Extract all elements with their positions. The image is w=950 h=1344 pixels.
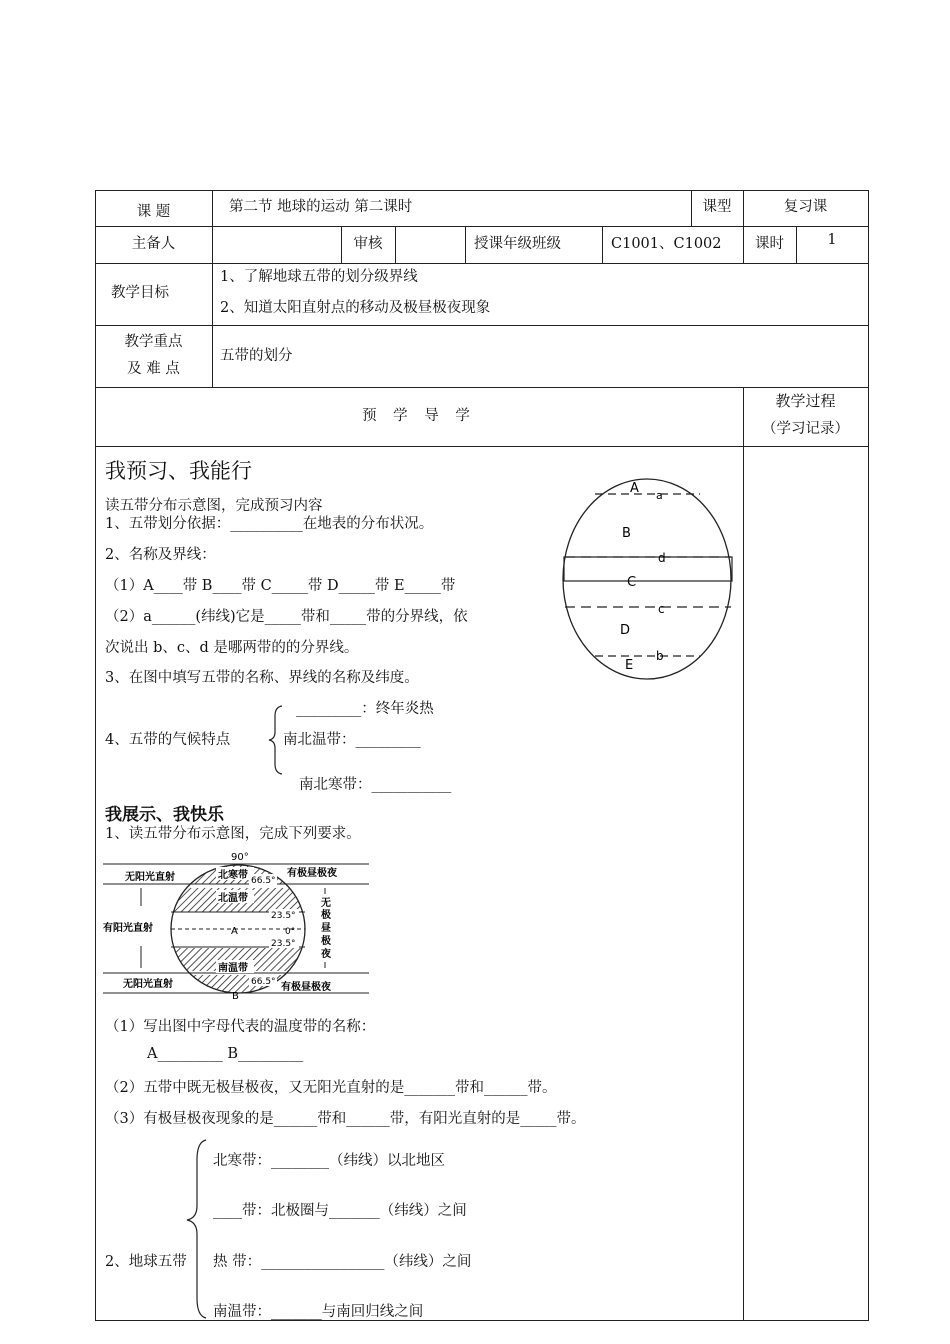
preview-q4-c: 南北寒带：___________ — [299, 777, 452, 793]
preview-q4-b: 南北温带：_________ — [283, 732, 421, 748]
direct-sun-mid: 有阳光直射 — [103, 923, 153, 934]
south-temperate-zone-label: 南温带 — [218, 963, 248, 974]
polar-day-night-top: 有极昼极夜 — [287, 868, 337, 879]
table-border — [212, 190, 213, 387]
type-label: 课型 — [702, 199, 732, 215]
table-border — [465, 226, 466, 264]
equator-letter: A — [231, 926, 238, 937]
line-label-b: b — [656, 649, 664, 663]
preview-q4-a: _________：终年炎热 — [296, 701, 434, 717]
table-border — [95, 1320, 869, 1321]
zone-label-B: B — [622, 526, 631, 541]
show-sub1-answers: A_________ B_________ — [147, 1046, 304, 1062]
show-q2-label: 2、地球五带 — [105, 1254, 187, 1270]
line-label-c: c — [658, 602, 665, 616]
show-sub1: （1）写出图中字母代表的温度带的名称： — [105, 1019, 376, 1035]
preview-q2-3: 次说出 b、c、d 是哪两带的的分界线。 — [105, 640, 359, 656]
brace-icon — [184, 1138, 210, 1320]
preview-q2-2: （2）a______(纬线)它是_____带和_____带的分界线，依 — [105, 609, 468, 625]
no-polar-4: 极 — [321, 936, 331, 947]
lat-66n: 66.5° — [251, 876, 276, 886]
hours-label: 课时 — [755, 236, 784, 252]
show-sub2: （2）五带中既无极昼极夜，又无阳光直射的是_______带和______带。 — [105, 1080, 557, 1096]
key-label-2: 及 难 点 — [127, 361, 180, 377]
topic-label: 课 题 — [136, 204, 171, 220]
no-direct-sun-bottom: 无阳光直射 — [123, 979, 173, 990]
five-zones-globe-diagram — [560, 474, 738, 684]
key-value: 五带的划分 — [220, 348, 293, 364]
zone-label-A: A — [630, 481, 639, 496]
no-direct-sun-top: 无阳光直射 — [125, 872, 175, 883]
preview-q1: 1、五带划分依据：__________在地表的分布状况。 — [105, 516, 434, 532]
table-border — [743, 387, 744, 1321]
no-polar-3: 昼 — [321, 923, 331, 934]
no-polar-5: 夜 — [321, 949, 331, 960]
process-sublabel: （学习记录） — [762, 421, 849, 437]
table-border — [602, 226, 603, 264]
lat-23s: 23.5° — [271, 939, 296, 949]
key-label-1: 教学重点 — [124, 334, 183, 350]
table-border — [395, 226, 396, 264]
goal-label: 教学目标 — [111, 285, 169, 301]
no-polar-2: 极 — [321, 910, 331, 921]
deg-90: 90° — [231, 852, 249, 863]
lat-23n: 23.5° — [271, 911, 296, 921]
preview-q4: 4、五带的气候特点 — [105, 732, 231, 748]
equator-deg: 0° — [285, 927, 296, 937]
show-heading: 我展示、我快乐 — [105, 805, 224, 825]
zone-label-E: E — [625, 658, 634, 673]
grade-value: C1001、C1002 — [611, 236, 722, 252]
show-q2-c: 热 带：_________________（纬线）之间 — [213, 1254, 472, 1270]
bottom-letter: B — [232, 991, 239, 1000]
show-q1: 1、读五带分布示意图，完成下列要求。 — [105, 826, 361, 842]
goal-2: 2、知道太阳直射点的移动及极昼极夜现象 — [220, 300, 491, 316]
preview-heading: 我预习、我能行 — [105, 459, 252, 483]
preparer-label: 主备人 — [131, 236, 176, 252]
north-cold-zone-label: 北寒带 — [218, 870, 248, 881]
show-q2-b: ____带：北极圈与_______（纬线）之间 — [213, 1203, 467, 1219]
grade-label: 授课年级班级 — [474, 236, 561, 252]
five-zones-sunlight-diagram — [103, 848, 373, 1000]
show-q2-a: 北寒带：________（纬线）以北地区 — [213, 1153, 445, 1169]
topic-value: 第二节 地球的运动 第二课时 — [229, 199, 413, 215]
table-border — [868, 190, 869, 1321]
line-label-d: d — [658, 551, 666, 565]
lat-66s: 66.5° — [251, 977, 276, 987]
zone-label-C: C — [627, 575, 637, 590]
table-border — [95, 387, 869, 388]
process-label: 教学过程 — [775, 392, 836, 410]
north-temperate-zone-label: 北温带 — [218, 893, 248, 904]
type-value: 复习课 — [783, 199, 828, 215]
no-polar-1: 无 — [321, 898, 331, 909]
show-sub3: （3）有极昼极夜现象的是______带和______带，有阳光直射的是_____带。 — [105, 1111, 586, 1127]
guide-label: 预 学 导 学 — [362, 408, 476, 424]
show-q2-d: 南温带：_______与南回归线之间 — [213, 1304, 424, 1320]
polar-day-night-bottom: 有极昼极夜 — [281, 982, 331, 993]
zone-label-D: D — [620, 623, 631, 638]
preview-intro: 读五带分布示意图，完成预习内容 — [105, 498, 323, 514]
goal-1: 1、了解地球五带的划分级界线 — [220, 269, 418, 285]
review-label: 审核 — [353, 236, 383, 252]
line-label-a: a — [656, 489, 663, 502]
preview-q3: 3、在图中填写五带的名称、界线的名称及纬度。 — [105, 670, 419, 686]
table-border — [95, 446, 869, 447]
hours-value: 1 — [827, 232, 837, 248]
preview-q2: 2、名称及界线： — [105, 547, 216, 563]
preview-q2-1: （1）A____带 B____带 C_____带 D_____带 E_____带 — [105, 578, 456, 594]
